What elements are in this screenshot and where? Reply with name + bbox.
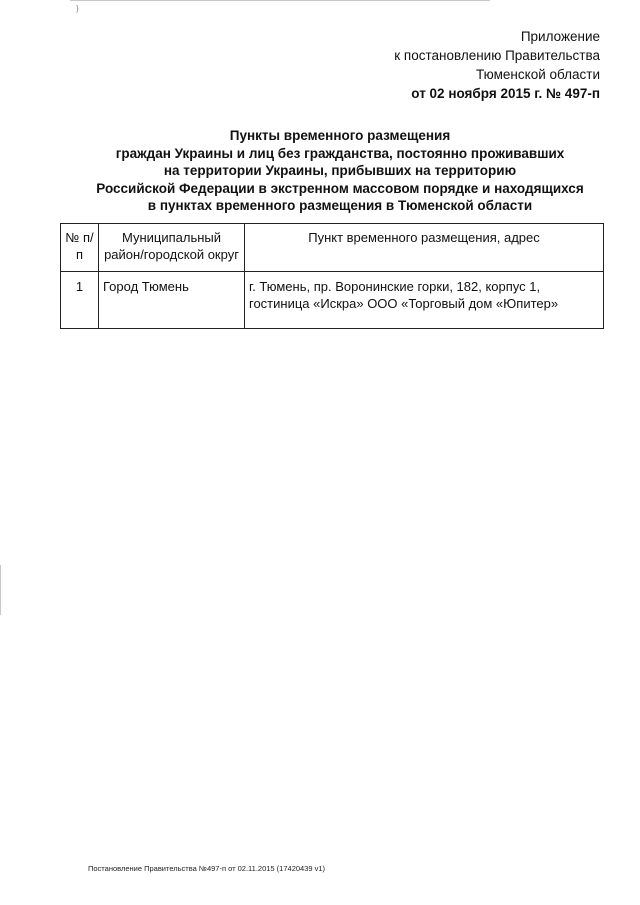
appendix-date-number: от 02 ноября 2015 г. № 497-п: [411, 86, 600, 101]
scan-mark: }: [76, 4, 79, 13]
appendix-region: Тюменской области: [476, 67, 600, 82]
cell-number: 1: [61, 272, 99, 329]
title-line: граждан Украины и лиц без гражданства, постоянно проживавших: [115, 145, 565, 161]
title-line: на территории Украины, прибывших на территорию: [163, 163, 517, 178]
title-line: Пункты временного размещения: [229, 128, 451, 143]
footer-note: Постановление Правительства №497-п от 02.11.2015 (17420439 v1): [88, 864, 326, 873]
header-district: Муниципальный район/городской округ: [99, 224, 245, 272]
table-header-row: [61, 224, 604, 272]
appendix-header: [360, 27, 600, 103]
placement-table: [60, 223, 604, 329]
title-line: Российской Федерации в экстренном массовом порядке и находящихся: [96, 180, 584, 196]
title-line: в пунктах временного размещения в Тюменской области: [147, 198, 533, 213]
cell-district: Город Тюмень: [99, 272, 245, 329]
cell-address: г. Тюмень, пр. Воронинские горки, 182, корпус 1, гостиница «Искра» ООО «Торговый дом «Юпитер»: [245, 272, 604, 329]
header-number: № п/п: [61, 224, 99, 272]
scan-artifact-top: [70, 0, 490, 1]
header-address: Пункт временного размещения, адрес: [245, 224, 604, 272]
appendix-ref: к постановлению Правительства: [394, 48, 600, 63]
appendix-title: Приложение: [520, 29, 600, 44]
scan-artifact-left: [0, 565, 1, 615]
document-title: [40, 127, 640, 215]
table-row: [61, 272, 604, 329]
